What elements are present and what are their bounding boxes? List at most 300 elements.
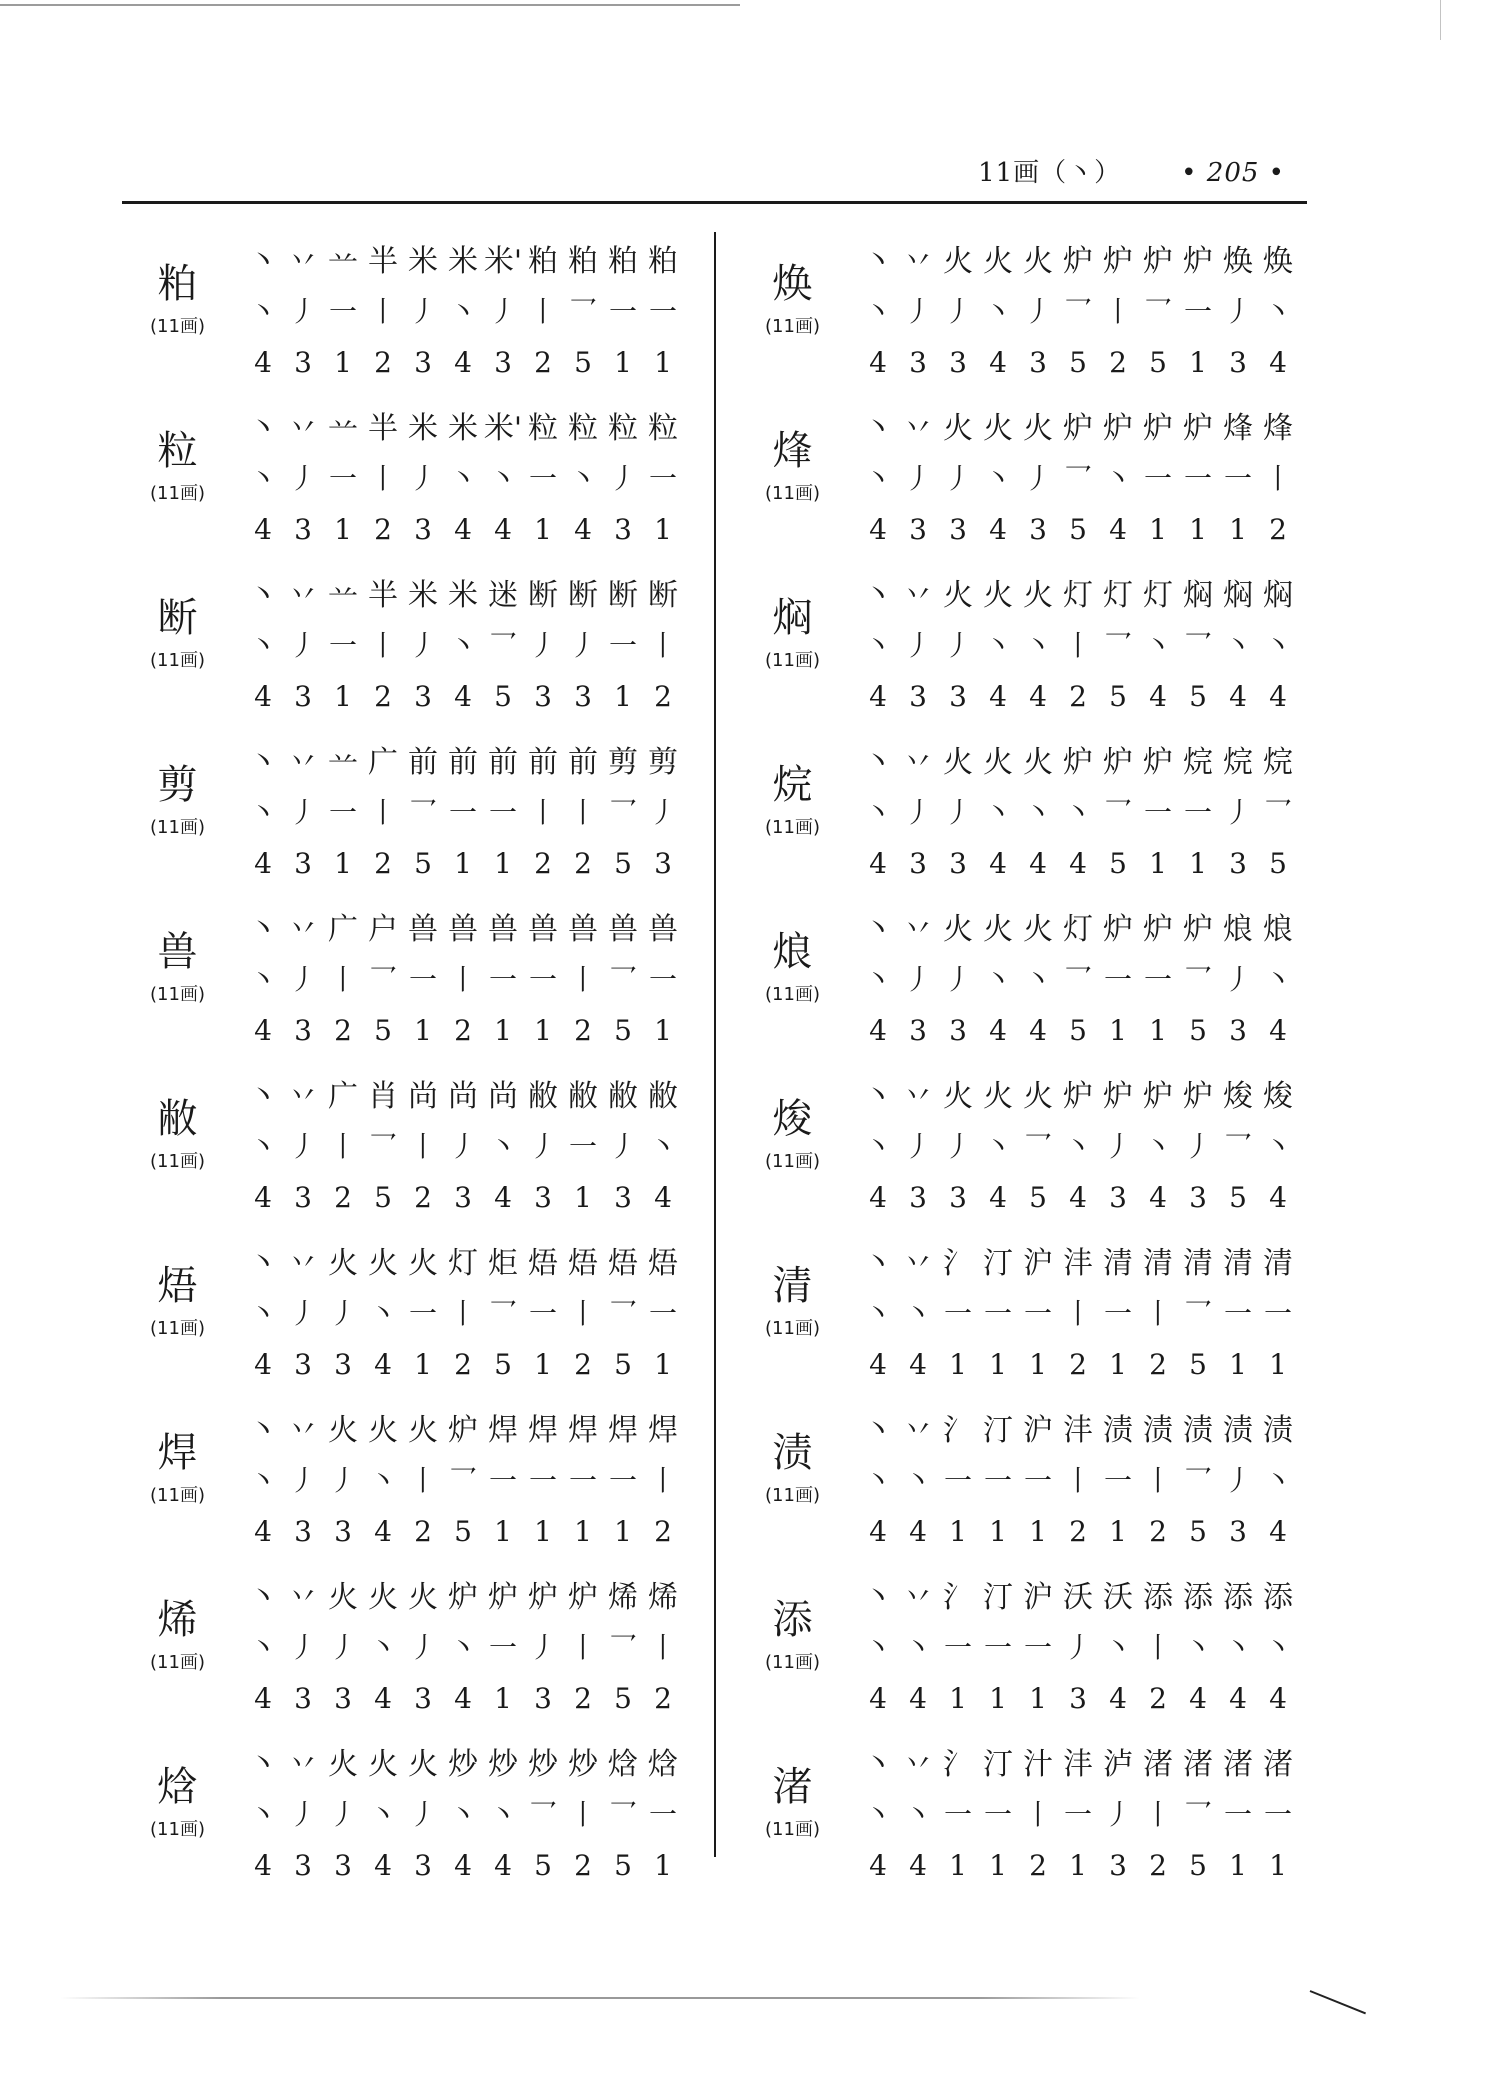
progression-step: 渚 [1263, 1747, 1293, 1782]
progression-step: 丷 [288, 745, 318, 780]
progression-step: 粕 [608, 244, 638, 279]
stroke-number: 2 [574, 846, 592, 880]
progression-step: 渍 [1263, 1413, 1293, 1448]
progression-step: 沃 [1103, 1580, 1133, 1615]
stroke-number: 1 [989, 1514, 1007, 1548]
stroke-shape: 丶 [448, 629, 477, 662]
stroke-shape: 乛 [1183, 629, 1212, 662]
progression-step: 前 [448, 745, 478, 780]
stroke-number: 4 [374, 1681, 392, 1715]
stroke-shape: 丨 [568, 1798, 597, 1831]
progression-step: 氵 [943, 1413, 973, 1448]
progression-row [243, 1234, 683, 1286]
stroke-shape: 丿 [288, 1631, 317, 1664]
stroke-number: 5 [494, 1347, 512, 1381]
stroke-number: 4 [1109, 512, 1127, 546]
progression-step: 清 [1143, 1246, 1173, 1281]
stroke-shape: 乛 [568, 295, 597, 328]
stroke-number: 4 [574, 512, 592, 546]
stroke-number: 1 [334, 679, 352, 713]
stroke-number: 4 [869, 1514, 887, 1548]
stroke-number: 5 [1109, 846, 1127, 880]
stroke-number: 2 [574, 1347, 592, 1381]
stroke-count-label: (11画) [150, 650, 205, 671]
stroke-shape: 丿 [448, 1130, 477, 1163]
headword-character: 断 [157, 595, 198, 641]
stroke-number-row [858, 1505, 1298, 1557]
stroke-number: 4 [1269, 1013, 1287, 1047]
stroke-shape: 丨 [1063, 629, 1092, 662]
stroke-shape: 乛 [1023, 1130, 1052, 1163]
stroke-shape: 丿 [288, 1464, 317, 1497]
stroke-shape-row [858, 785, 1298, 837]
stroke-shape: 丶 [863, 1130, 892, 1163]
progression-step: 焊 [528, 1413, 558, 1448]
stroke-number: 2 [654, 1681, 672, 1715]
stroke-number: 1 [334, 512, 352, 546]
stroke-shape: 丨 [408, 1130, 437, 1163]
stroke-number: 2 [534, 846, 552, 880]
stroke-count-label: (11画) [150, 316, 205, 337]
stroke-number: 3 [574, 679, 592, 713]
progression-step: 渚 [1143, 1747, 1173, 1782]
headword-character: 兽 [157, 929, 198, 975]
stroke-shape: 丿 [608, 462, 637, 495]
stroke-number: 5 [534, 1848, 552, 1882]
stroke-shape-row [243, 618, 683, 670]
stroke-shape: 丶 [488, 1130, 517, 1163]
stroke-shape: 丿 [1103, 1798, 1132, 1831]
stroke-shape: 丶 [248, 1297, 277, 1330]
stroke-shape-row [243, 1787, 683, 1839]
stroke-number: 2 [454, 1013, 472, 1047]
stroke-order-rows [858, 1401, 1298, 1557]
progression-step: 炉 [1103, 244, 1133, 279]
stroke-shape: 乛 [608, 1798, 637, 1831]
progression-step: 渚 [1223, 1747, 1253, 1782]
stroke-number: 5 [614, 1347, 632, 1381]
stroke-shape: 丨 [328, 1130, 357, 1163]
progression-step: 炉 [1143, 411, 1173, 446]
stroke-number: 1 [1229, 1347, 1247, 1381]
character-entry [750, 1735, 1310, 1902]
stroke-shape: 一 [1263, 1798, 1292, 1831]
stroke-shape: 丶 [448, 1631, 477, 1664]
stroke-count-label: (11画) [765, 1819, 820, 1840]
progression-step: 敝 [528, 1079, 558, 1114]
stroke-number: 1 [654, 1013, 672, 1047]
headword-block [135, 260, 220, 338]
progression-step: 汁 [1023, 1747, 1053, 1782]
stroke-shape: 一 [488, 1631, 517, 1664]
stroke-shape: 乛 [1223, 1130, 1252, 1163]
progression-step: 广 [328, 1079, 358, 1114]
stroke-number: 3 [334, 1514, 352, 1548]
stroke-shape: 一 [488, 1464, 517, 1497]
stroke-number-row [243, 670, 683, 722]
progression-step: 丷 [903, 1413, 933, 1448]
progression-step: 米 [448, 411, 478, 446]
stroke-number: 2 [574, 1848, 592, 1882]
stroke-shape: 丨 [368, 295, 397, 328]
stroke-shape: 丨 [648, 629, 677, 662]
stroke-shape: 一 [1183, 796, 1212, 829]
stroke-shape: 一 [328, 629, 357, 662]
progression-step: 米 [448, 578, 478, 613]
progression-step: 焊 [568, 1413, 598, 1448]
progression-step: 炉 [1183, 1079, 1213, 1114]
headword-block [750, 928, 835, 1006]
progression-step: 火 [943, 244, 973, 279]
stroke-number: 3 [414, 1848, 432, 1882]
stroke-number: 1 [654, 512, 672, 546]
progression-step: 火 [328, 1747, 358, 1782]
stroke-shape: 丿 [488, 295, 517, 328]
stroke-shape: 丨 [1063, 1297, 1092, 1330]
stroke-shape: 一 [943, 1798, 972, 1831]
stroke-shape: 丶 [248, 1631, 277, 1664]
stroke-number: 4 [989, 679, 1007, 713]
stroke-shape: 一 [1143, 963, 1172, 996]
stroke-number-row [858, 837, 1298, 889]
stroke-shape: 丶 [248, 629, 277, 662]
stroke-number: 3 [1029, 512, 1047, 546]
progression-step: 沪 [1023, 1413, 1053, 1448]
progression-step: 米 [408, 578, 438, 613]
stroke-number: 3 [534, 679, 552, 713]
character-entry [135, 399, 695, 566]
progression-step: 灯 [1063, 578, 1093, 613]
progression-step: 丷 [288, 411, 318, 446]
progression-step: 焐 [528, 1246, 558, 1281]
progression-step: 火 [983, 745, 1013, 780]
stroke-shape: 乛 [1063, 462, 1092, 495]
stroke-shape: 一 [328, 462, 357, 495]
progression-row [243, 1568, 683, 1620]
stroke-number: 3 [294, 846, 312, 880]
stroke-count-label: (11画) [150, 817, 205, 838]
progression-step: 焓 [648, 1747, 678, 1782]
progression-step: 丷 [903, 411, 933, 446]
stroke-shape: 丶 [863, 796, 892, 829]
progression-step: 兽 [408, 912, 438, 947]
progression-step: 剪 [608, 745, 638, 780]
stroke-number: 4 [454, 512, 472, 546]
stroke-shape: 丿 [1223, 796, 1252, 829]
stroke-shape: 丨 [1103, 295, 1132, 328]
stroke-order-rows [243, 733, 683, 889]
stroke-shape: 丿 [408, 1631, 437, 1664]
stroke-number-row [858, 503, 1298, 555]
progression-step: 炉 [448, 1580, 478, 1615]
progression-step: 炉 [1103, 1079, 1133, 1114]
stroke-shape: 乛 [1143, 295, 1172, 328]
stroke-number: 1 [534, 512, 552, 546]
stroke-number-row [243, 1004, 683, 1056]
stroke-shape: 丶 [368, 1631, 397, 1664]
stroke-number: 3 [294, 345, 312, 379]
stroke-number: 4 [454, 1681, 472, 1715]
stroke-shape: 乛 [1063, 295, 1092, 328]
progression-step: 火 [1023, 912, 1053, 947]
corner-mark [1310, 1990, 1366, 2014]
stroke-shape: 丿 [903, 462, 932, 495]
stroke-shape: 丶 [903, 1297, 932, 1330]
progression-step: 焕 [1263, 244, 1293, 279]
progression-step: 火 [1023, 578, 1053, 613]
stroke-number: 2 [454, 1347, 472, 1381]
stroke-shape: 乛 [488, 629, 517, 662]
progression-row [858, 1401, 1298, 1453]
stroke-count-label: (11画) [150, 1151, 205, 1172]
stroke-shape: 乛 [1103, 796, 1132, 829]
header-rule [122, 201, 1307, 204]
stroke-shape-row [858, 618, 1298, 670]
progression-step: 炉 [488, 1580, 518, 1615]
stroke-shape: 丨 [1143, 1798, 1172, 1831]
headword-block [135, 1763, 220, 1841]
stroke-number: 3 [614, 1180, 632, 1214]
stroke-shape: 一 [488, 796, 517, 829]
stroke-shape: 一 [1103, 1297, 1132, 1330]
progression-step: 烺 [1263, 912, 1293, 947]
stroke-shape: 丶 [368, 1464, 397, 1497]
stroke-shape: 丨 [648, 1464, 677, 1497]
stroke-number: 5 [614, 846, 632, 880]
progression-step: 炉 [1103, 912, 1133, 947]
stroke-shape: 丶 [1263, 629, 1292, 662]
stroke-shape: 丨 [528, 295, 557, 328]
stroke-number: 1 [1229, 1848, 1247, 1882]
stroke-shape: 丿 [1223, 295, 1252, 328]
stroke-shape: 丿 [1023, 462, 1052, 495]
character-entry [750, 1067, 1310, 1234]
headword-block [135, 1262, 220, 1340]
stroke-shape: 乛 [448, 1464, 477, 1497]
stroke-shape: 丶 [1023, 963, 1052, 996]
stroke-shape: 丿 [943, 629, 972, 662]
progression-step: 丷 [288, 1246, 318, 1281]
stroke-shape: 丿 [288, 629, 317, 662]
stroke-shape: 丿 [1223, 963, 1252, 996]
stroke-shape: 丶 [983, 629, 1012, 662]
stroke-shape: 丶 [1223, 629, 1252, 662]
progression-step: 丷 [903, 1246, 933, 1281]
character-entry [135, 733, 695, 900]
stroke-number: 3 [909, 1180, 927, 1214]
progression-step: 火 [328, 1413, 358, 1448]
headword-block [750, 1763, 835, 1841]
stroke-number: 1 [494, 1013, 512, 1047]
stroke-shape: 乛 [1183, 1798, 1212, 1831]
progression-step: 丷 [288, 1079, 318, 1114]
stroke-number: 5 [1069, 345, 1087, 379]
stroke-shape: 乛 [1183, 963, 1212, 996]
character-entry [135, 900, 695, 1067]
stroke-shape: 一 [328, 295, 357, 328]
stroke-shape: 丶 [1143, 1130, 1172, 1163]
progression-step: 丷 [288, 1747, 318, 1782]
stroke-number: 5 [414, 846, 432, 880]
stroke-shape: 一 [568, 1130, 597, 1163]
headword-block [135, 928, 220, 1006]
progression-row [243, 399, 683, 451]
progression-step: 火 [983, 912, 1013, 947]
stroke-number: 3 [294, 512, 312, 546]
progression-step: 火 [943, 578, 973, 613]
stroke-number: 2 [334, 1013, 352, 1047]
stroke-shape: 丨 [568, 796, 597, 829]
progression-row [858, 900, 1298, 952]
progression-step: 兽 [448, 912, 478, 947]
progression-step: 丶 [863, 1246, 893, 1281]
progression-step: 炉 [1183, 244, 1213, 279]
stroke-number: 1 [414, 1347, 432, 1381]
stroke-number: 3 [909, 679, 927, 713]
stroke-number: 4 [869, 345, 887, 379]
stroke-shape-row [858, 1620, 1298, 1672]
stroke-number: 3 [909, 512, 927, 546]
stroke-shape: 一 [648, 462, 677, 495]
progression-step: 断 [568, 578, 598, 613]
progression-step: 沃 [1063, 1580, 1093, 1615]
progression-step: 焌 [1263, 1079, 1293, 1114]
progression-step: 烽 [1263, 411, 1293, 446]
stroke-shape: 丿 [943, 295, 972, 328]
stroke-number: 4 [869, 1681, 887, 1715]
stroke-number: 3 [1109, 1180, 1127, 1214]
stroke-shape: 丿 [1223, 1464, 1252, 1497]
headword-character: 剪 [157, 762, 198, 808]
stroke-number: 1 [1189, 846, 1207, 880]
stroke-shape: 丿 [943, 462, 972, 495]
stroke-shape: 一 [1183, 295, 1212, 328]
progression-step: 丶 [863, 745, 893, 780]
stroke-number: 3 [949, 1180, 967, 1214]
progression-step: 广 [368, 745, 398, 780]
stroke-number: 2 [374, 846, 392, 880]
stroke-number: 3 [1229, 846, 1247, 880]
progression-step: 丷 [903, 1580, 933, 1615]
stroke-count-label: (11画) [150, 1652, 205, 1673]
stroke-number: 1 [534, 1347, 552, 1381]
progression-step: 烯 [648, 1580, 678, 1615]
progression-step: 粒 [528, 411, 558, 446]
stroke-shape: 丿 [943, 796, 972, 829]
progression-step: 渚 [1183, 1747, 1213, 1782]
progression-step: 尚 [408, 1079, 438, 1114]
stroke-number: 5 [614, 1013, 632, 1047]
stroke-shape: 一 [408, 1297, 437, 1330]
progression-step: 粒 [568, 411, 598, 446]
stroke-number: 3 [294, 1514, 312, 1548]
stroke-count-label: (11画) [150, 1819, 205, 1840]
stroke-shape: 一 [943, 1297, 972, 1330]
stroke-number: 2 [1149, 1848, 1167, 1882]
progression-step: 半 [368, 411, 398, 446]
stroke-shape-row [858, 284, 1298, 336]
right-column [750, 232, 1310, 1902]
progression-step: 丶 [248, 1246, 278, 1281]
progression-step: 焖 [1183, 578, 1213, 613]
stroke-number: 4 [1269, 1514, 1287, 1548]
stroke-shape: 丨 [368, 462, 397, 495]
stroke-number: 4 [869, 1180, 887, 1214]
stroke-number: 1 [1069, 1848, 1087, 1882]
progression-step: 火 [368, 1747, 398, 1782]
stroke-number: 4 [254, 512, 272, 546]
headword-character: 烽 [772, 428, 813, 474]
progression-step: 火 [368, 1246, 398, 1281]
stroke-number-row [243, 1338, 683, 1390]
stroke-number: 1 [949, 1514, 967, 1548]
stroke-shape: 乛 [608, 1631, 637, 1664]
stroke-number: 4 [254, 1180, 272, 1214]
stroke-number: 2 [374, 679, 392, 713]
progression-step: 炉 [1063, 411, 1093, 446]
stroke-order-rows [858, 733, 1298, 889]
progression-step: 炒 [568, 1747, 598, 1782]
stroke-number: 4 [1109, 1681, 1127, 1715]
progression-step: 半 [368, 578, 398, 613]
progression-step: 丶 [248, 745, 278, 780]
stroke-number: 5 [1229, 1180, 1247, 1214]
stroke-number: 1 [614, 1514, 632, 1548]
headword-character: 烺 [772, 929, 813, 975]
stroke-number-row [243, 1171, 683, 1223]
stroke-number: 3 [909, 846, 927, 880]
stroke-shape: 丶 [863, 1798, 892, 1831]
section-title: 11画（丶） [978, 158, 1122, 188]
progression-step: 丶 [863, 411, 893, 446]
progression-step: 添 [1223, 1580, 1253, 1615]
stroke-shape: 丶 [863, 295, 892, 328]
stroke-shape: 丿 [408, 1798, 437, 1831]
stroke-shape: 丶 [1143, 629, 1172, 662]
headword-character: 添 [772, 1597, 813, 1643]
stroke-shape: 丶 [448, 462, 477, 495]
stroke-number: 3 [909, 1013, 927, 1047]
headword-block [135, 1429, 220, 1507]
progression-row [243, 1735, 683, 1787]
progression-step: 前 [408, 745, 438, 780]
stroke-number: 5 [1189, 1347, 1207, 1381]
stroke-shape: 一 [983, 1464, 1012, 1497]
progression-step: 敝 [568, 1079, 598, 1114]
stroke-shape: 乛 [608, 796, 637, 829]
stroke-number: 4 [654, 1180, 672, 1214]
stroke-number: 4 [1149, 679, 1167, 713]
stroke-number: 2 [1149, 1347, 1167, 1381]
stroke-number: 1 [494, 1514, 512, 1548]
stroke-shape: 丨 [1063, 1464, 1092, 1497]
stroke-number: 2 [574, 1013, 592, 1047]
stroke-shape: 一 [1263, 1297, 1292, 1330]
stroke-shape: 丿 [288, 963, 317, 996]
stroke-number: 1 [1109, 1013, 1127, 1047]
stroke-number: 3 [414, 1681, 432, 1715]
stroke-number: 3 [294, 1681, 312, 1715]
stroke-number: 2 [1069, 1347, 1087, 1381]
progression-row [858, 733, 1298, 785]
stroke-shape: 乛 [368, 963, 397, 996]
progression-step: 炉 [1103, 411, 1133, 446]
stroke-count-label: (11画) [150, 1485, 205, 1506]
stroke-number: 2 [374, 512, 392, 546]
progression-step: 沣 [1063, 1246, 1093, 1281]
top-edge-rule [0, 4, 740, 6]
headword-character: 焐 [157, 1263, 198, 1309]
